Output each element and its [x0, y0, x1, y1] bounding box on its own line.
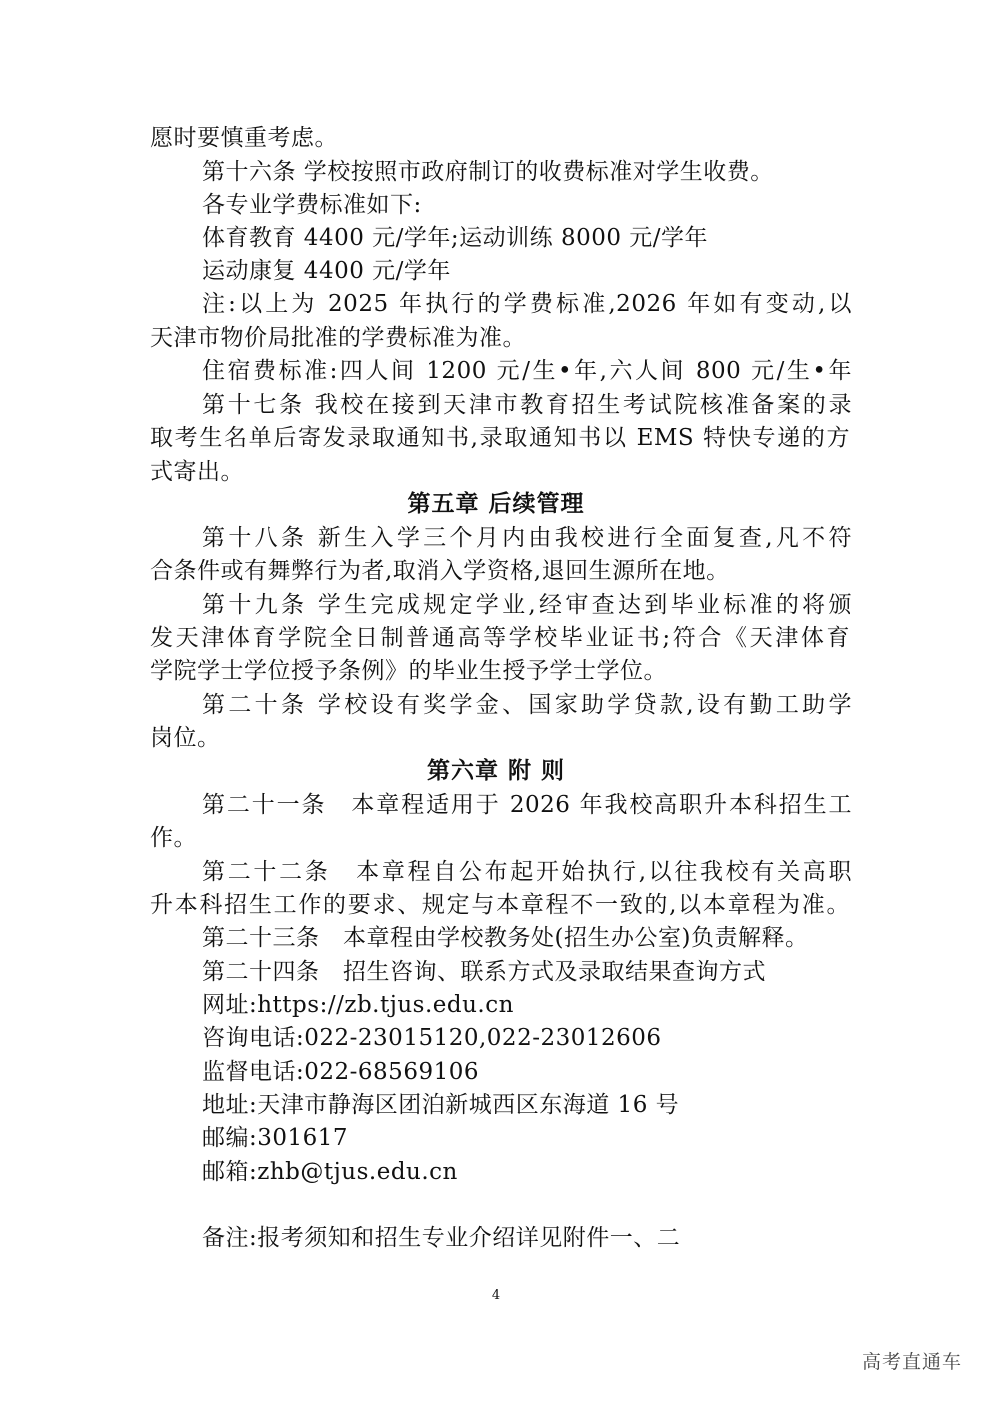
text-line: 学院学士学位授予条例》的毕业生授予学士学位。	[150, 658, 667, 684]
text-line: 升本科招生工作的要求、规定与本章程不一致的,以本章程为准。	[150, 892, 850, 918]
text-line: 第二十条 学校设有奖学金、国家助学贷款,设有勤工助学	[202, 692, 852, 718]
text-line: 取考生名单后寄发录取通知书,录取通知书以 EMS 特快专递的方	[150, 425, 850, 451]
text-line: 作。	[150, 825, 197, 851]
text-line: 合条件或有舞弊行为者,取消入学资格,退回生源所在地。	[150, 558, 730, 584]
text-line: 第十八条 新生入学三个月内由我校进行全面复查,凡不符	[202, 525, 852, 551]
text-line: 发天津体育学院全日制普通高等学校毕业证书;符合《天津体育	[150, 625, 850, 651]
text-line: 住宿费标准:四人间 1200 元/生•年,六人间 800 元/生•年	[202, 358, 852, 384]
remark-line: 备注:报考须知和招生专业介绍详见附件一、二	[202, 1225, 681, 1251]
text-line: 注:以上为 2025 年执行的学费标准,2026 年如有变动,以	[202, 291, 852, 317]
text-line: 天津市物价局批准的学费标准为准。	[150, 325, 526, 351]
watermark: 高考直通车	[861, 1351, 962, 1373]
phone-line: 咨询电话:022-23015120,022-23012606	[202, 1025, 662, 1051]
address-line: 地址:天津市静海区团泊新城西区东海道 16 号	[202, 1092, 680, 1118]
chapter-heading: 第六章 附 则	[426, 758, 565, 784]
text-line: 第十七条 我校在接到天津市教育招生考试院核准备案的录	[202, 392, 852, 418]
email-line: 邮箱:zhb@tjus.edu.cn	[202, 1159, 458, 1185]
chapter-heading: 第五章 后续管理	[407, 491, 585, 517]
text-line: 体育教育 4400 元/学年;运动训练 8000 元/学年	[202, 225, 709, 251]
text-line: 第二十三条 本章程由学校教务处(招生办公室)负责解释。	[202, 925, 809, 951]
page-number: 4	[491, 1288, 501, 1303]
text-line: 运动康复 4400 元/学年	[202, 258, 451, 284]
text-line: 式寄出。	[150, 459, 244, 485]
supervision-phone-line: 监督电话:022-68569106	[202, 1059, 479, 1085]
text-line: 各专业学费标准如下:	[202, 192, 422, 218]
text-line: 第二十四条 招生咨询、联系方式及录取结果查询方式	[202, 959, 766, 985]
text-line: 第二十一条 本章程适用于 2026 年我校高职升本科招生工	[202, 792, 852, 818]
text-line: 岗位。	[150, 725, 221, 751]
text-line: 第十六条 学校按照市政府制订的收费标准对学生收费。	[202, 159, 774, 185]
text-line: 愿时要慎重考虑。	[150, 125, 338, 151]
website-line: 网址:https://zb.tjus.edu.cn	[202, 992, 514, 1018]
text-line: 第十九条 学生完成规定学业,经审查达到毕业标准的将颁	[202, 592, 852, 618]
postcode-line: 邮编:301617	[202, 1125, 349, 1151]
text-line: 第二十二条 本章程自公布起开始执行,以往我校有关高职	[202, 859, 852, 885]
